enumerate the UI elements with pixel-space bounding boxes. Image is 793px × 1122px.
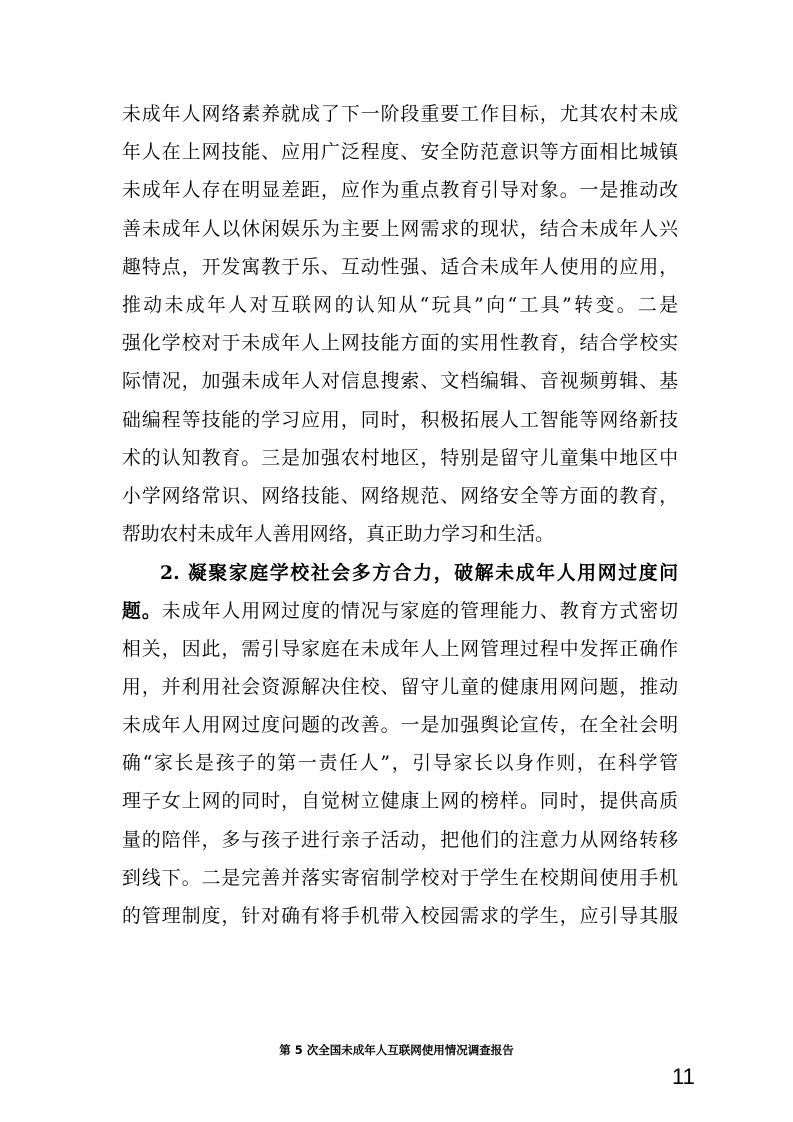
paragraph-line: 相关，因此，需引导家庭在未成年人上网管理过程中发挥正确作 <box>122 638 678 660</box>
page-footer-title: 第 5 次全国未成年人互联网使用情况调查报告 <box>279 1043 514 1057</box>
paragraph-line: 强化学校对于未成年人上网技能方面的实用性教育，结合学校实 <box>122 333 678 355</box>
paragraph-line: 量的陪伴，多与孩子进行亲子活动，把他们的注意力从网络转移 <box>122 829 678 851</box>
section-heading: 2. 凝聚家庭学校社会多方合力，破解未成年人用网过度问 <box>160 562 678 585</box>
paragraph-line: 年人在上网技能、应用广泛程度、安全防范意识等方面相比城镇 <box>122 142 678 164</box>
paragraph-2 <box>122 554 678 936</box>
paragraph-line: 推动未成年人对互联网的认知从“玩具”向“工具”转变。二是 <box>122 294 678 316</box>
paragraph-line: 小学网络常识、网络技能、网络规范、网络安全等方面的教育， <box>122 485 678 507</box>
body-text <box>122 96 678 936</box>
paragraph-line: 到线下。二是完善并落实寄宿制学校对于学生在校期间使用手机 <box>122 867 678 889</box>
page-number: 11 <box>672 1064 695 1089</box>
paragraph-line: 际情况，加强未成年人对信息搜索、文档编辑、音视频剪辑、基 <box>122 371 678 393</box>
section-heading-end: 题。 <box>122 600 162 623</box>
paragraph-line-text: 未成年人用网过度的情况与家庭的管理能力、教育方式密切 <box>161 601 679 623</box>
paragraph-line: 善未成年人以休闲娱乐为主要上网需求的现状，结合未成年人兴 <box>122 218 678 240</box>
paragraph-line: 确“家长是孩子的第一责任人”，引导家长以身作则，在科学管 <box>122 753 678 775</box>
paragraph-line: 未成年人网络素养就成了下一阶段重要工作目标，尤其农村未成 <box>122 104 678 125</box>
paragraph-line <box>122 592 678 630</box>
paragraph-line: 术的认知教育。三是加强农村地区，特别是留守儿童集中地区中 <box>122 447 678 469</box>
paragraph-line: 的管理制度，针对确有将手机带入校园需求的学生，应引导其服 <box>122 905 678 927</box>
paragraph-line: 未成年人用网过度问题的改善。一是加强舆论宣传，在全社会明 <box>122 715 678 736</box>
paragraph-1 <box>122 96 678 554</box>
paragraph-line: 未成年人存在明显差距，应作为重点教育引导对象。一是推动改 <box>122 180 678 202</box>
paragraph-line: 帮助农村未成年人善用网络，真正助力学习和生活。 <box>122 524 554 546</box>
paragraph-line: 趣特点，开发寓教于乐、互动性强、适合未成年人使用的应用， <box>122 256 678 278</box>
paragraph-line: 用，并利用社会资源解决住校、留守儿童的健康用网问题，推动 <box>122 676 678 698</box>
paragraph-line: 理子女上网的同时，自觉树立健康上网的榜样。同时，提供高质 <box>122 791 678 813</box>
paragraph-line: 础编程等技能的学习应用，同时，积极拓展人工智能等网络新技 <box>122 409 678 431</box>
